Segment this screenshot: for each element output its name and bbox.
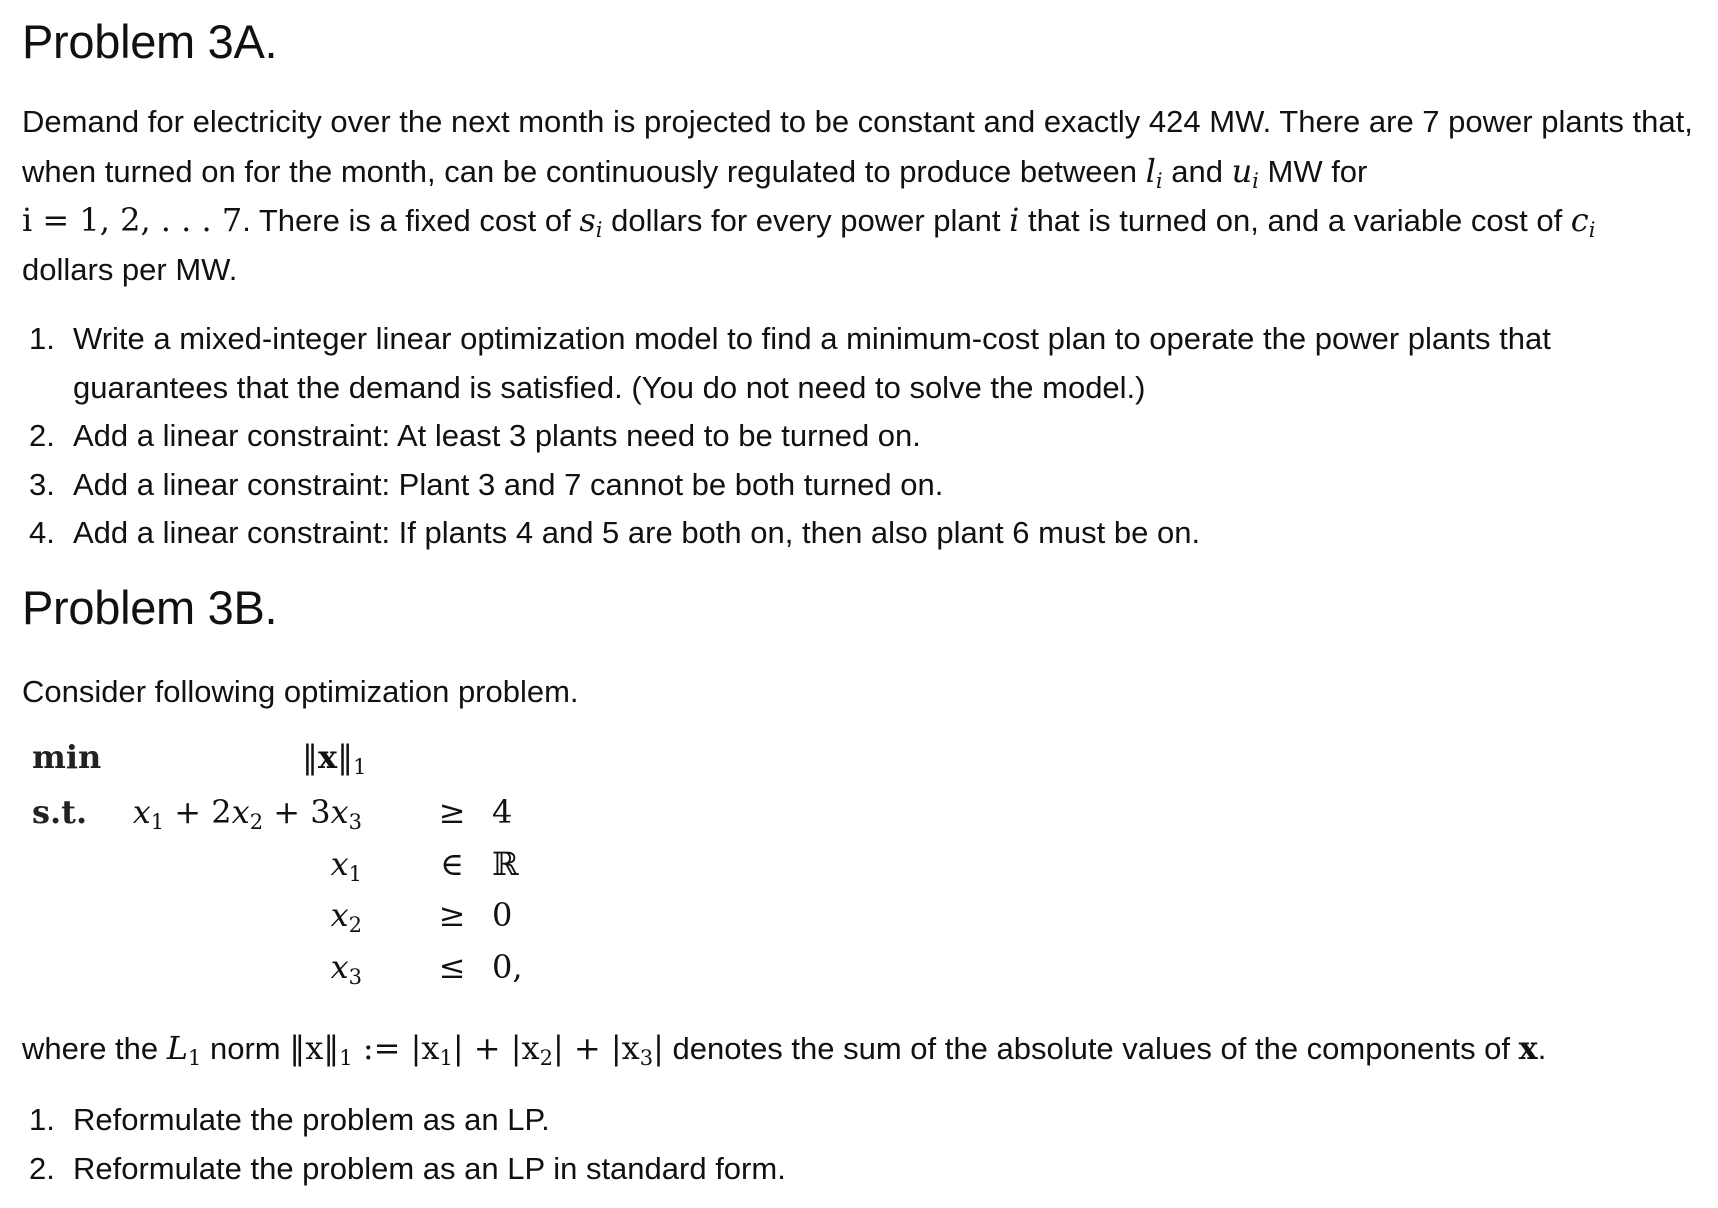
list-item: 1. Write a mixed-integer linear optimization model to find a minimum-cost plan to operate the power plants that guarantees that the demand is satisfied. (You do not need to solve the model.) bbox=[29, 321, 1551, 405]
list-item: 4. Add a linear constraint: If plants 4 and 5 are both on, then also plant 6 must be on. bbox=[29, 515, 1201, 550]
list-item: 1. Reformulate the problem as an LP. bbox=[29, 1102, 550, 1137]
var-s: $s_i$ bbox=[579, 201, 603, 242]
list-item: 2. Reformulate the problem as an LP in standard form. bbox=[29, 1150, 786, 1186]
list-item: 3. Add a linear constraint: Plant 3 and 7 cannot be both turned on. bbox=[29, 466, 944, 502]
problem-3b-intro: Consider following optimization problem. bbox=[22, 674, 579, 709]
problem-3a-intro bbox=[22, 98, 1702, 294]
list-item: 2. Add a linear constraint: At least 3 plants need to be turned on. bbox=[29, 418, 921, 453]
constraint-4-rhs: 0, bbox=[492, 948, 523, 986]
intro-text-6: that is turned on, and a variable cost of bbox=[1019, 203, 1571, 238]
constraint-1-relation: ≥ bbox=[438, 793, 466, 831]
problem-3a-list bbox=[22, 315, 1662, 558]
norm-definition: where the $L_1$ norm $‖x‖_1$ := $|x_1| + |x_2| + |x_3|$ denotes the sum of the absolute values of the components of x. bbox=[22, 1029, 1547, 1070]
optimization-problem bbox=[32, 735, 592, 1005]
var-i: i bbox=[1009, 201, 1020, 239]
problem-3b-title: Problem 3B. bbox=[22, 581, 278, 634]
index-range: i = 1, 2, . . . 7 bbox=[22, 201, 243, 239]
constraint-1-lhs: $x_1 + 2x_2 + 3x_3$ bbox=[132, 793, 362, 834]
st-keyword: s.t. bbox=[32, 793, 88, 831]
intro-text-3: MW for bbox=[1258, 153, 1368, 189]
constraint-4-relation: ≤ bbox=[438, 948, 466, 986]
constraint-3-lhs: $x_2$ bbox=[330, 896, 362, 937]
var-u: $u_i$ bbox=[1231, 151, 1259, 193]
min-keyword: min bbox=[32, 738, 102, 776]
constraint-2-relation: ∈ bbox=[440, 845, 464, 883]
norm-expr: $‖x‖_1$ := $|x_1| + |x_2| + |x_3|$ bbox=[289, 1029, 664, 1070]
objective: $‖x‖_1$ bbox=[302, 738, 367, 779]
problem-3a-title: Problem 3A. bbox=[22, 15, 278, 68]
intro-text-1: Demand for electricity over the next month is projected to be constant and exactly 424 MW. There are 7 power plants that, when turned on for the month, can be continuously regulated to produce between bbox=[22, 104, 1693, 189]
intro-text-7: dollars per MW. bbox=[22, 251, 238, 287]
intro-text-5: dollars for every power plant bbox=[602, 203, 1010, 238]
var-c: $c_i$ bbox=[1570, 201, 1596, 242]
constraint-4-lhs: $x_3$ bbox=[330, 948, 362, 989]
constraint-2-lhs: $x_1$ bbox=[330, 845, 362, 886]
constraint-2-rhs: ℝ bbox=[492, 845, 519, 883]
intro-text-2: and bbox=[1162, 153, 1232, 189]
var-L: $L_1$ bbox=[166, 1029, 202, 1070]
constraint-1-rhs: 4 bbox=[492, 793, 513, 831]
var-x-bold: x bbox=[1518, 1029, 1538, 1067]
constraint-3-relation: ≥ bbox=[438, 896, 466, 934]
problem-3b-list bbox=[22, 1096, 1662, 1193]
var-l: $l_i$ bbox=[1145, 151, 1163, 193]
constraint-3-rhs: 0 bbox=[492, 896, 513, 934]
intro-text-4: . There is a fixed cost of bbox=[242, 203, 580, 238]
